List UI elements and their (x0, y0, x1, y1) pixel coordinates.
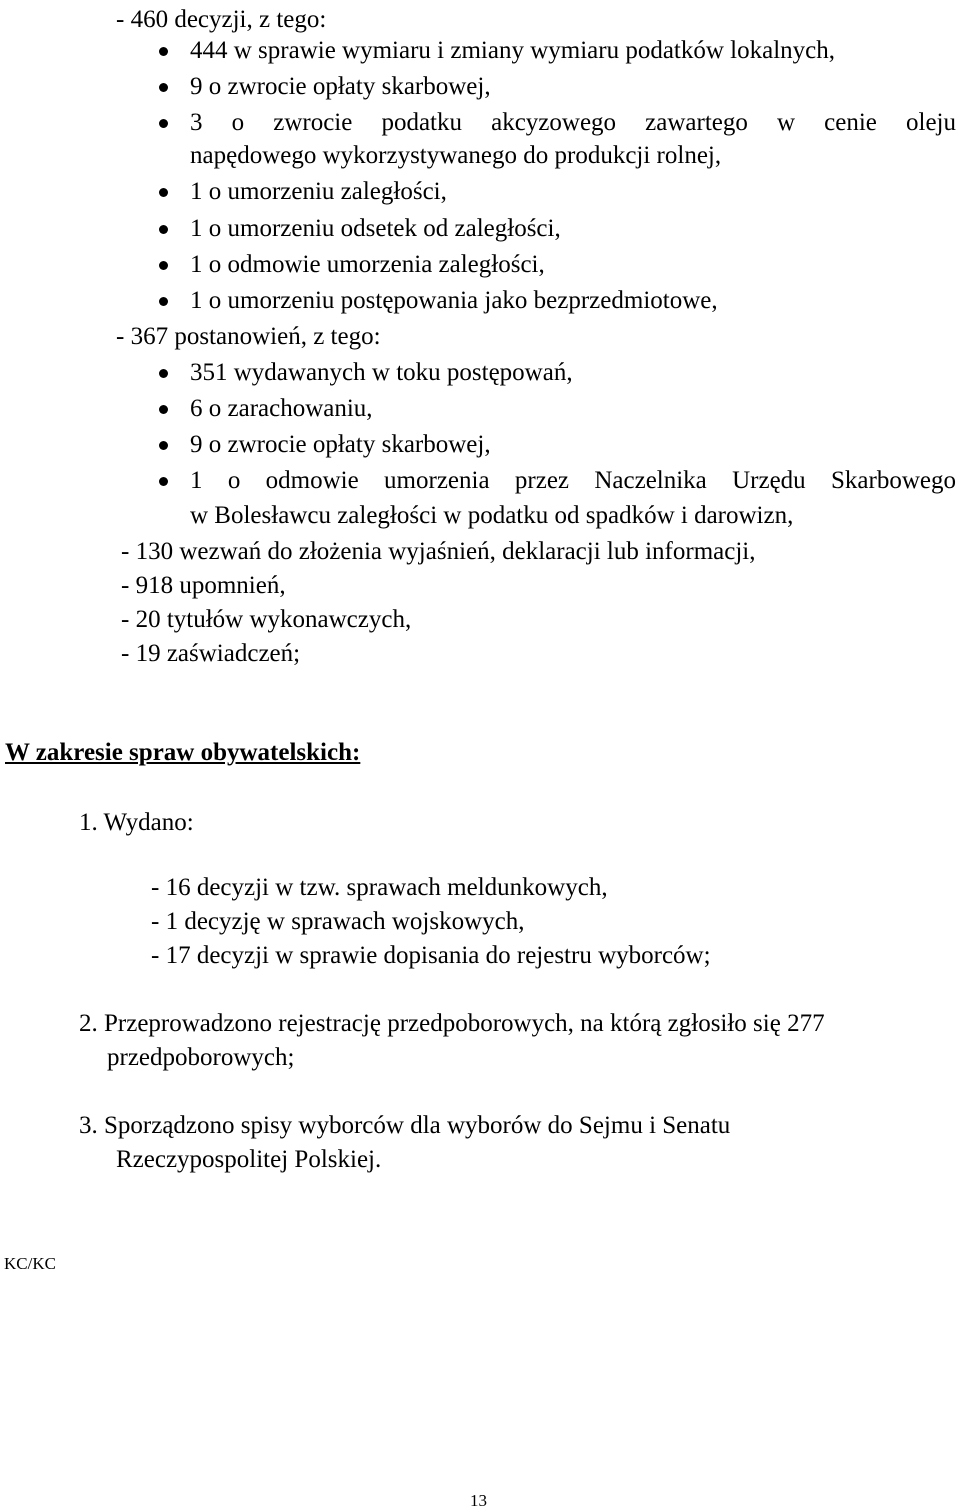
item1-label: 1. Wydano: (79, 809, 194, 836)
bullet-icon (159, 83, 168, 92)
ruling-item: 9 o zwrocie opłaty skarbowej, (190, 431, 491, 458)
decision-item: 3 o zwrocie podatku akcyzowego zawartego w cenie oleju (190, 109, 956, 136)
item1-line: - 17 decyzji w sprawie dopisania do rejestru wyborców; (151, 942, 711, 969)
item2-line: 2. Przeprowadzono rejestrację przedpoborowych, na którą zgłosiło się 277 (79, 1010, 825, 1037)
bullet-icon (159, 119, 168, 128)
page-number: 13 (470, 1491, 487, 1510)
decision-item-continuation: napędowego wykorzystywanego do produkcji rolnej, (190, 142, 722, 169)
bullet-icon (159, 369, 168, 378)
bullet-icon (159, 225, 168, 234)
item1-line: - 16 decyzji w tzw. sprawach meldunkowych, (151, 874, 608, 901)
decision-item: 1 o umorzeniu odsetek od zaległości, (190, 215, 561, 242)
item3-line-continuation: Rzeczypospolitej Polskiej. (116, 1146, 382, 1173)
bullet-icon (159, 297, 168, 306)
item1-line: - 1 decyzję w sprawach wojskowych, (151, 908, 525, 935)
reminders-count: - 918 upomnień, (121, 572, 286, 599)
ruling-item: 351 wydawanych w toku postępowań, (190, 359, 573, 386)
bullet-icon (159, 441, 168, 450)
summons-count: - 130 wezwań do złożenia wyjaśnień, deklaracji lub informacji, (121, 538, 756, 565)
item2-line-continuation: przedpoborowych; (107, 1044, 295, 1071)
section-heading: W zakresie spraw obywatelskich: (5, 739, 361, 766)
ruling-item: 1 o odmowie umorzenia przez Naczelnika Urzędu Skarbowego (190, 467, 956, 494)
bullet-icon (159, 47, 168, 56)
enforcement-titles-count: - 20 tytułów wykonawczych, (121, 606, 412, 633)
decision-item: 1 o umorzeniu postępowania jako bezprzedmiotowe, (190, 287, 718, 314)
decision-item: 1 o umorzeniu zaległości, (190, 178, 447, 205)
bullet-icon (159, 188, 168, 197)
ruling-item-continuation: w Bolesławcu zaległości w podatku od spadków i darowizn, (190, 502, 794, 529)
ruling-item: 6 o zarachowaniu, (190, 395, 373, 422)
decision-item: 1 o odmowie umorzenia zaległości, (190, 251, 545, 278)
bullet-icon (159, 405, 168, 414)
decision-item: 444 w sprawie wymiaru i zmiany wymiaru podatków lokalnych, (190, 37, 835, 64)
decision-item: 9 o zwrocie opłaty skarbowej, (190, 73, 491, 100)
bullet-icon (159, 477, 168, 486)
item3-line: 3. Sporządzono spisy wyborców dla wyborów do Sejmu i Senatu (79, 1112, 731, 1139)
rulings-header: - 367 postanowień, z tego: (116, 323, 381, 350)
author-initials: KC/KC (4, 1254, 56, 1273)
bullet-icon (159, 261, 168, 270)
certificates-count: - 19 zaświadczeń; (121, 640, 301, 667)
decisions-header: - 460 decyzji, z tego: (116, 6, 327, 33)
